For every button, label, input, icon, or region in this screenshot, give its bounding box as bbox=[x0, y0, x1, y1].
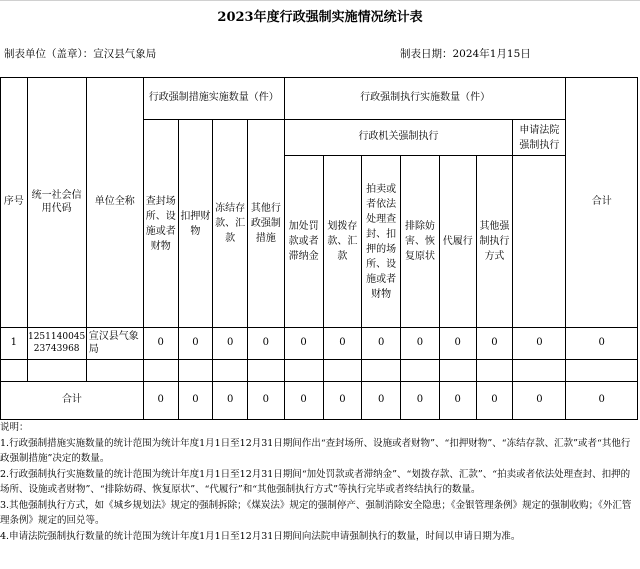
total-value: 0 bbox=[513, 382, 566, 420]
row-value: 0 bbox=[247, 328, 284, 360]
header-e1: 加处罚款或者滞纳金 bbox=[284, 156, 323, 328]
notes bbox=[0, 420, 638, 544]
header-m1: 查封场所、设施或者财物 bbox=[143, 120, 178, 328]
note-item: 3.其他强制执行方式，如《城乡规划法》规定的强制拆除；《煤炭法》规定的强制停产、强制消除安全隐患；《金银管理条例》规定的强制收购；《外汇管理条例》规定的回兑等。 bbox=[0, 499, 632, 526]
header-agency-execution: 行政机关强制执行 bbox=[284, 120, 513, 156]
total-value: 0 bbox=[401, 382, 440, 420]
total-value: 0 bbox=[323, 382, 362, 420]
row-value: 0 bbox=[213, 328, 248, 360]
total-row bbox=[1, 382, 638, 420]
total-value: 0 bbox=[213, 382, 248, 420]
header-court-blank bbox=[513, 156, 566, 328]
header-m2: 扣押财物 bbox=[178, 120, 213, 328]
note-item: 4.申请法院强制执行数量的统计范围为统计年度1月1日至12月31日期间向法院申请强制执行的数量，时间以申请日期为准。 bbox=[0, 530, 521, 542]
row-value: 0 bbox=[362, 328, 401, 360]
row-value: 0 bbox=[178, 328, 213, 360]
row-value: 0 bbox=[401, 328, 440, 360]
header-court-execution: 申请法院强制执行 bbox=[513, 120, 566, 156]
row-value: 0 bbox=[513, 328, 566, 360]
table-row bbox=[1, 328, 638, 360]
header-e5: 代履行 bbox=[439, 156, 476, 328]
header-seq: 序号 bbox=[1, 78, 28, 328]
row-value: 0 bbox=[439, 328, 476, 360]
total-value: 0 bbox=[284, 382, 323, 420]
total-value: 0 bbox=[476, 382, 513, 420]
row-value: 0 bbox=[284, 328, 323, 360]
header-e3: 拍卖或者依法处理查封、扣押的场所、设施或者财物 bbox=[362, 156, 401, 328]
row-value: 0 bbox=[566, 328, 638, 360]
header-e6: 其他强制执行方式 bbox=[476, 156, 513, 328]
row-value: 0 bbox=[143, 328, 178, 360]
total-value: 0 bbox=[566, 382, 638, 420]
prepared-date: 制表日期：2024年1月15日 bbox=[400, 48, 531, 60]
header-credit-code: 统一社会信用代码 bbox=[27, 78, 86, 328]
total-value: 0 bbox=[178, 382, 213, 420]
header-m3: 冻结存款、汇款 bbox=[213, 120, 248, 328]
prepared-by-unit: 制表单位（盖章）：宣汉县气象局 bbox=[4, 48, 157, 60]
header-m4: 其他行政强制措施 bbox=[247, 120, 284, 328]
row-unit-name: 宣汉县气象局 bbox=[86, 328, 143, 360]
header-execution: 行政强制执行实施数量（件） bbox=[284, 78, 566, 120]
note-item: 2.行政强制执行实施数量的统计范围为统计年度1月1日至12月31日期间“加处罚款或者滞纳金”、“划拨存款、汇款”、“拍卖或者依法处理查封、扣押的场所、设施或者财物”、“排除妨碍、恢复原状”、“代履行”和“其他强制执行方式”等执行完毕或者终结执行的数量。 bbox=[0, 468, 631, 495]
table-row-empty bbox=[1, 360, 638, 382]
note-item: 1.行政强制措施实施数量的统计范围为统计年度1月1日至12月31日期间作出“查封场所、设施或者财物”、“扣押财物”、“冻结存款、汇款”或者“其他行政强制措施”决定的数量。 bbox=[0, 437, 631, 464]
sheet-top-border bbox=[0, 0, 640, 1]
total-label: 合计 bbox=[1, 382, 144, 420]
row-seq: 1 bbox=[1, 328, 28, 360]
header-unit-name: 单位全称 bbox=[86, 78, 143, 328]
notes-heading: 说明： bbox=[0, 422, 29, 433]
row-credit-code: 125114004523743968 bbox=[27, 328, 86, 360]
row-value: 0 bbox=[476, 328, 513, 360]
row-value: 0 bbox=[323, 328, 362, 360]
header-measures: 行政强制措施实施数量（件） bbox=[143, 78, 284, 120]
statistics-table bbox=[0, 77, 638, 420]
total-value: 0 bbox=[247, 382, 284, 420]
header-e4: 排除妨害、恢复原状 bbox=[401, 156, 440, 328]
total-value: 0 bbox=[439, 382, 476, 420]
header-e2: 划拨存款、汇款 bbox=[323, 156, 362, 328]
total-value: 0 bbox=[143, 382, 178, 420]
header-total: 合计 bbox=[566, 78, 638, 328]
page-title: 2023年度行政强制实施情况统计表 bbox=[217, 10, 423, 25]
total-value: 0 bbox=[362, 382, 401, 420]
